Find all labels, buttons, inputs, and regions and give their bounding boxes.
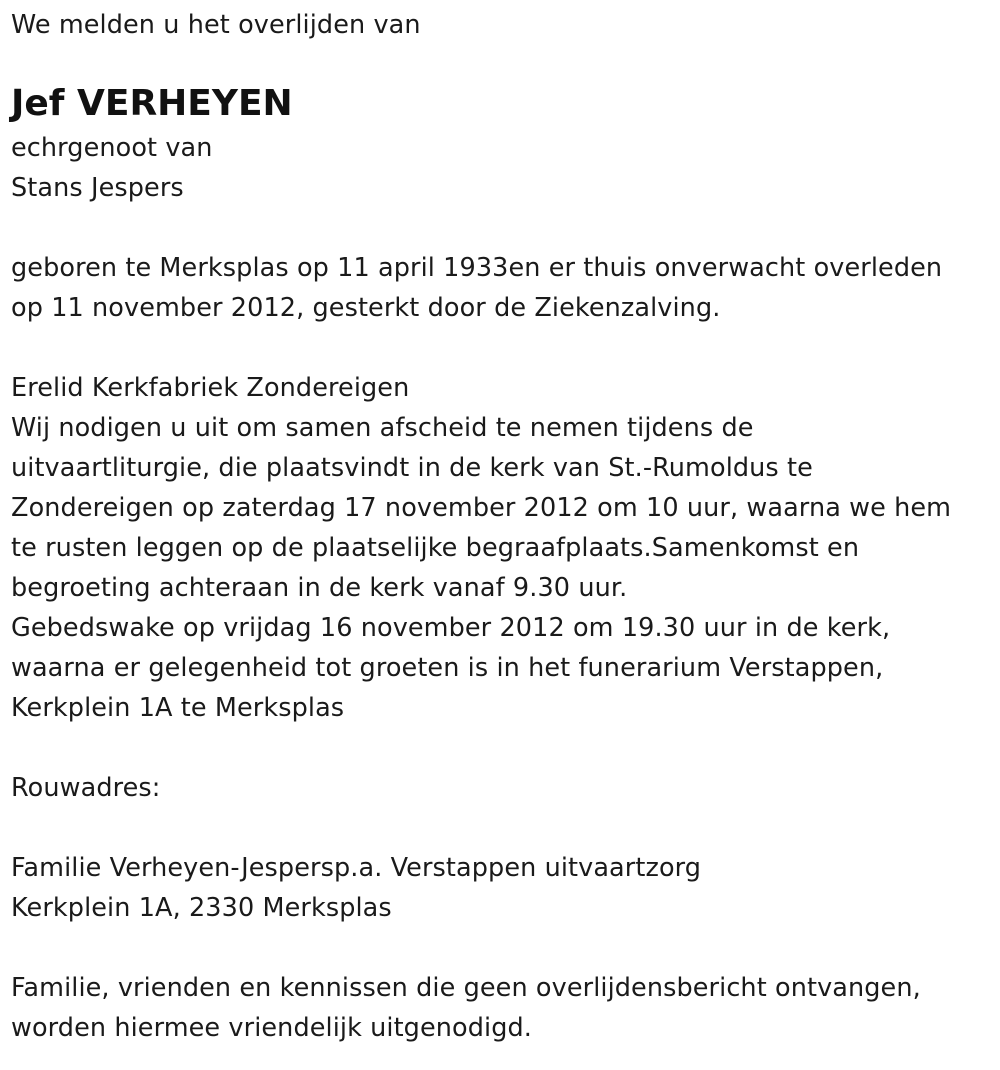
spacer: [11, 928, 991, 968]
funeral-line-5: te rusten leggen op de plaatselijke begraafplaats.Samenkomst en: [11, 533, 860, 563]
spacer: [11, 808, 991, 848]
funeral-line-6: begroeting achteraan in de kerk vanaf 9.30 uur.: [11, 573, 628, 603]
funeral-line-1: Erelid Kerkfabriek Zondereigen: [11, 373, 410, 403]
obituary-notice: [11, 0, 991, 1048]
funeral-line-2: Wij nodigen u uit om samen afscheid te nemen tijdens de: [11, 413, 754, 443]
address-heading: Rouwadres:: [11, 773, 161, 803]
funeral-line-7: Gebedswake op vrijdag 16 november 2012 om 19.30 uur in de kerk,: [11, 613, 891, 643]
birth-death-line-1: geboren te Merksplas op 11 april 1933en er thuis onverwacht overleden: [11, 253, 943, 283]
funeral-line-3: uitvaartliturgie, die plaatsvindt in de kerk van St.-Rumoldus te: [11, 453, 813, 483]
closing-line-2: worden hiermee vriendelijk uitgenodigd.: [11, 1013, 532, 1043]
relation-line-1: echrgenoot van: [11, 133, 213, 163]
closing-line-1: Familie, vrienden en kennissen die geen overlijdensbericht ontvangen,: [11, 973, 921, 1003]
deceased-name: Jef VERHEYEN: [11, 83, 293, 124]
funeral-line-4: Zondereigen op zaterdag 17 november 2012 om 10 uur, waarna we hem: [11, 493, 952, 523]
birth-death-line-2: op 11 november 2012, gesterkt door de Ziekenzalving.: [11, 293, 721, 323]
relation-line-2: Stans Jespers: [11, 173, 184, 203]
address-line-2: Kerkplein 1A, 2330 Merksplas: [11, 893, 392, 923]
funeral-line-8: waarna er gelegenheid tot groeten is in het funerarium Verstappen,: [11, 653, 884, 683]
funeral-line-9: Kerkplein 1A te Merksplas: [11, 693, 345, 723]
spacer: [11, 728, 991, 768]
intro-text: We melden u het overlijden van: [11, 10, 421, 40]
spacer: [11, 328, 991, 368]
address-line-1: Familie Verheyen-Jespersp.a. Verstappen uitvaartzorg: [11, 853, 702, 883]
spacer: [11, 208, 991, 248]
